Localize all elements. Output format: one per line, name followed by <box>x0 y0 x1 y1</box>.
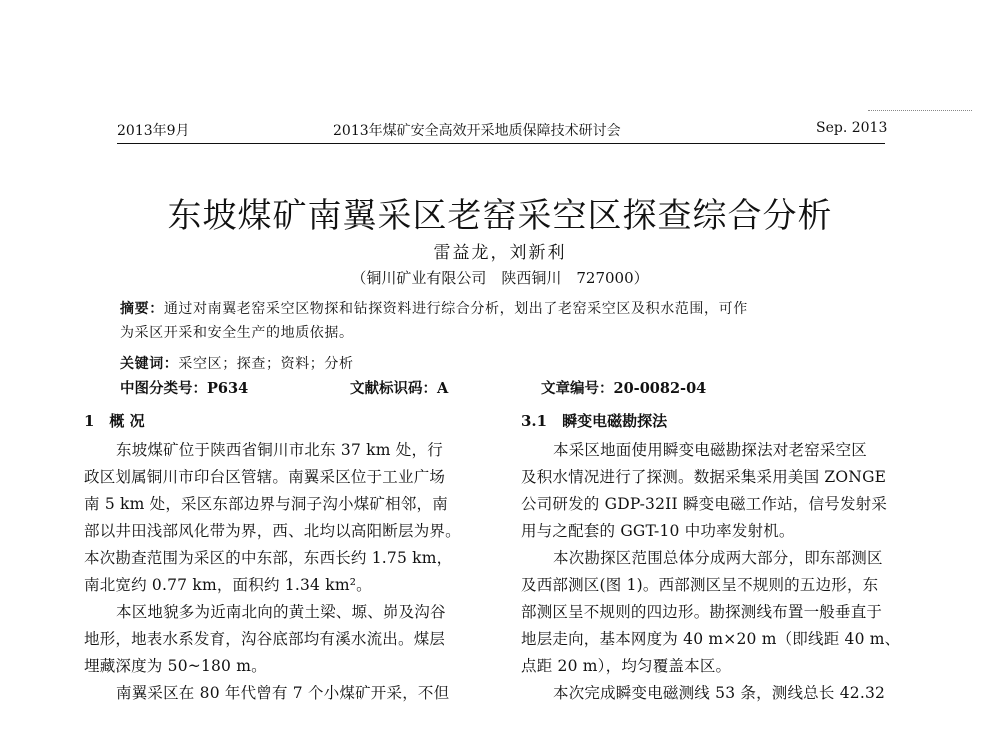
left-line: 埋藏深度为 50~180 m。 <box>84 657 267 675</box>
left-line: 政区划属铜川市印台区管辖。南翼采区位于工业广场 <box>84 468 446 486</box>
header-rule <box>117 143 885 144</box>
header-conference: 2013年煤矿安全高效开采地质保障技术研讨会 <box>333 123 621 139</box>
clc-label: 中图分类号： <box>120 380 207 397</box>
abstract-label: 摘要： <box>120 301 164 317</box>
left-line: 南翼采区在 80 年代曾有 7 个小煤矿开采，不但 <box>116 684 450 702</box>
doc-label: 文献标识码： <box>350 380 437 397</box>
left-line: 部以井田浅部风化带为界，西、北均以高阳断层为界。 <box>84 522 461 540</box>
doc-value: A <box>437 380 449 397</box>
left-line: 本次勘查范围为采区的中东部，东西长约 1.75 km， <box>84 549 453 567</box>
scan-dotted-mark <box>868 110 972 111</box>
paper-authors: 雷益龙，刘新利 <box>433 243 567 263</box>
clc-value: P634 <box>207 380 249 397</box>
abstract-line-2: 为采区开采和安全生产的地质依据。 <box>120 325 354 341</box>
right-line: 本次完成瞬变电磁测线 53 条，测线总长 42.32 <box>553 684 886 702</box>
keywords-label: 关键词： <box>120 356 179 372</box>
article-value: 20-0082-04 <box>613 380 707 397</box>
right-line: 部测区呈不规则的四边形。勘探测线布置一般垂直于 <box>521 603 883 621</box>
left-line: 东坡煤矿位于陕西省铜川市北东 37 km 处，行 <box>116 441 443 459</box>
header-date: 2013年9月 <box>117 123 190 139</box>
right-line: 地层走向，基本网度为 40 m×20 m（即线距 40 m、 <box>521 630 901 648</box>
left-line: 南北宽约 0.77 km，面积约 1.34 km²。 <box>84 576 372 594</box>
abstract-line-1 <box>120 298 748 318</box>
keywords <box>120 353 354 373</box>
article-label: 文章编号： <box>541 380 614 397</box>
right-line: 本采区地面使用瞬变电磁勘探法对老窑采空区 <box>553 441 868 459</box>
keywords-value: 采空区；探查；资料；分析 <box>178 356 354 372</box>
clc-number <box>120 377 248 398</box>
article-number <box>541 377 706 398</box>
left-line: 南 5 km 处，采区东部边界与洞子沟小煤矿相邻，南 <box>84 495 448 513</box>
right-line: 及积水情况进行了探测。数据采集采用美国 ZONGE <box>521 468 887 486</box>
doc-code <box>350 377 448 398</box>
right-line: 及西部测区(图 1)。西部测区呈不规则的五边形，东 <box>521 576 879 594</box>
right-line: 公司研发的 GDP-32II 瞬变电磁工作站，信号发射采 <box>521 495 888 513</box>
right-line: 点距 20 m），均匀覆盖本区。 <box>521 657 732 675</box>
abstract-text-1: 通过对南翼老窑采空区物探和钻探资料进行综合分析，划出了老窑采空区及积水范围，可作 <box>163 301 748 317</box>
section-1-title: 1 概 况 <box>84 412 145 430</box>
paper-title: 东坡煤矿南翼采区老窑采空区探查综合分析 <box>167 196 833 236</box>
right-line: 用与之配套的 GGT-10 中功率发射机。 <box>521 522 795 540</box>
right-line: 本次勘探区范围总体分成两大部分，即东部测区 <box>553 549 883 567</box>
header-date-en: Sep. 2013 <box>816 120 888 136</box>
left-line: 地形，地表水系发育，沟谷底部均有溪水流出。煤层 <box>84 630 446 648</box>
section-3-1-title: 3.1 瞬变电磁勘探法 <box>521 412 668 430</box>
left-line: 本区地貌多为近南北向的黄土梁、塬、峁及沟谷 <box>116 603 446 621</box>
paper-affiliation: （铜川矿业有限公司 陕西铜川 727000） <box>351 269 649 287</box>
